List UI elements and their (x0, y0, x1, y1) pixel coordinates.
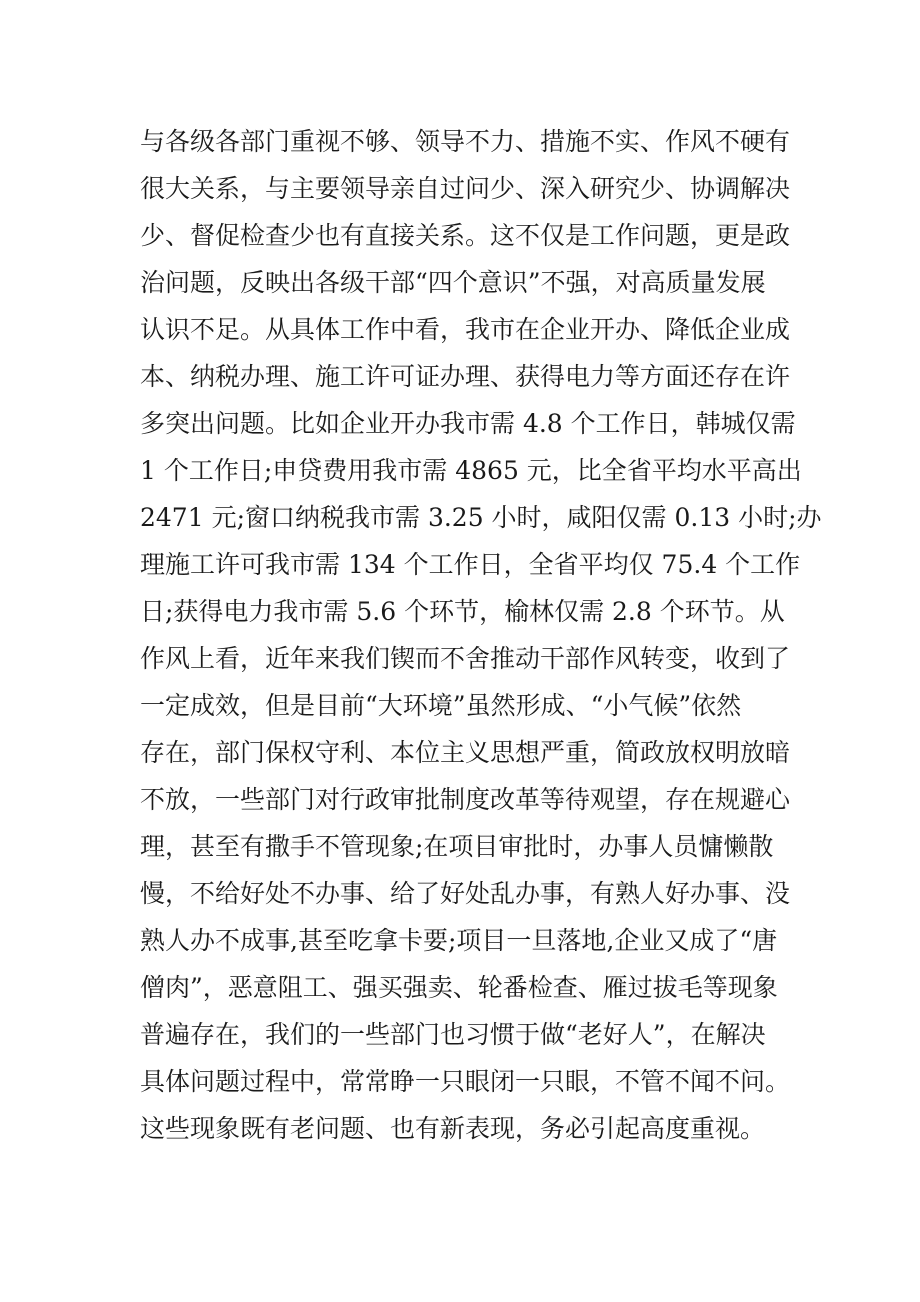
text-line: 2471 元;窗口纳税我市需 3.25 小时，咸阳仅需 0.13 小时;办 (140, 503, 822, 532)
text-line: 存在，部门保权守利、本位主义思想严重，简政放权明放暗 (140, 738, 791, 767)
text-line: 1 个工作日;申贷费用我市需 4865 元，比全省平均水平高出 (140, 456, 802, 485)
text-line: 认识不足。从具体工作中看，我市在企业开办、降低企业成 (140, 315, 791, 344)
text-line: 很大关系，与主要领导亲自过问少、深入研究少、协调解决 (140, 174, 791, 203)
text-line: 与各级各部门重视不够、领导不力、措施不实、作风不硬有 (140, 127, 791, 156)
text-line: 少、督促检查少也有直接关系。这不仅是工作问题，更是政 (140, 221, 791, 250)
text-line: 治问题，反映出各级干部“四个意识”不强，对高质量发展 (140, 268, 766, 297)
text-line: 理，甚至有撒手不管现象;在项目审批时，办事人员慵懒散 (140, 832, 774, 861)
text-line: 熟人办不成事,甚至吃拿卡要;项目一旦落地,企业又成了“唐 (140, 926, 778, 955)
text-line: 多突出问题。比如企业开办我市需 4.8 个工作日，韩城仅需 (140, 409, 796, 438)
text-line: 普遍存在，我们的一些部门也习惯于做“老好人”，在解决 (140, 1020, 766, 1049)
text-line: 作风上看，近年来我们锲而不舍推动干部作风转变，收到了 (140, 644, 791, 673)
text-line: 日;获得电力我市需 5.6 个环节，榆林仅需 2.8 个环节。从 (140, 597, 785, 626)
text-line: 一定成效，但是目前“大环境”虽然形成、“小气候”依然 (140, 691, 742, 720)
text-line: 慢，不给好处不办事、给了好处乱办事，有熟人好办事、没 (140, 879, 791, 908)
text-line: 理施工许可我市需 134 个工作日，全省平均仅 75.4 个工作 (140, 550, 801, 579)
text-line: 这些现象既有老问题、也有新表现，务必引起高度重视。 (140, 1114, 766, 1143)
text-line: 本、纳税办理、施工许可证办理、获得电力等方面还存在许 (140, 362, 791, 391)
text-line: 具体问题过程中，常常睁一只眼闭一只眼，不管不闻不问。 (140, 1067, 791, 1096)
text-line: 僧肉”，恶意阻工、强买强卖、轮番检查、雁过拔毛等现象 (140, 973, 778, 1002)
body-paragraph (140, 118, 822, 1152)
text-line: 不放，一些部门对行政审批制度改革等待观望，存在规避心 (140, 785, 791, 814)
